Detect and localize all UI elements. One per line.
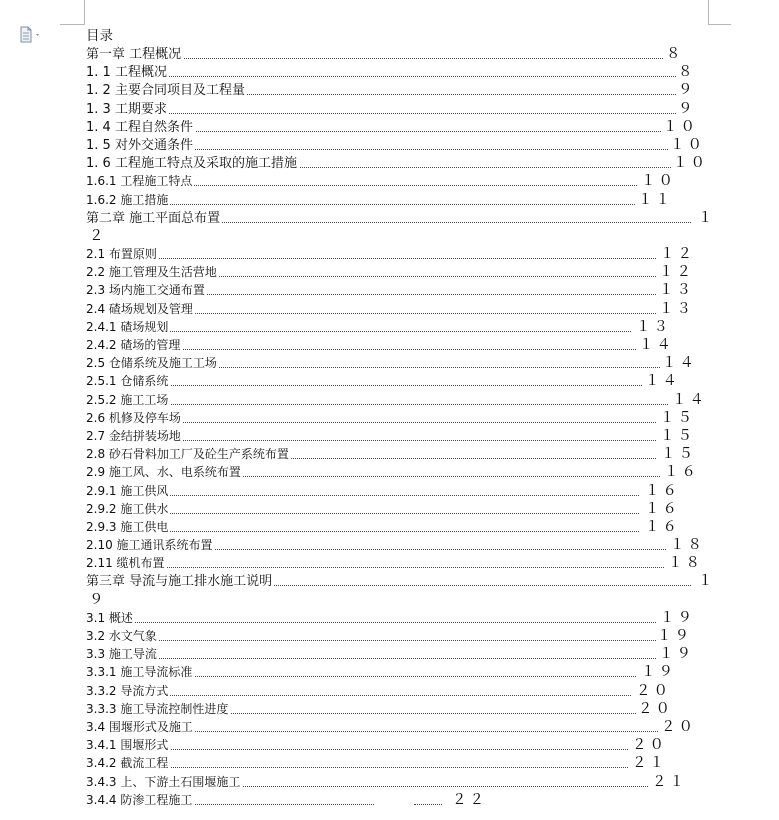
toc-leader-dots [86, 258, 656, 259]
toc-entry-label: 2.4 碴场规划及管理 [86, 301, 193, 316]
toc-entry[interactable] [86, 610, 726, 628]
toc-entry-label: 第一章 工程概况 [86, 47, 182, 62]
toc-entry-label: 2.9.2 施工供水 [86, 501, 169, 516]
toc-entry-label: 2.6 机修及停车场 [86, 410, 181, 425]
toc-entry-label: 1. 6 工程施工特点及采取的施工措施 [86, 156, 297, 172]
toc-entry-page-number: ２１ [652, 773, 687, 790]
toc-entry[interactable] [86, 519, 726, 537]
toc-entry-page-number: １６ [664, 464, 699, 481]
toc-entry[interactable] [86, 446, 726, 464]
toc-entry[interactable] [86, 628, 726, 646]
toc-entry[interactable] [86, 137, 726, 155]
toc-entry-label: 1. 5 对外交通条件 [86, 137, 193, 153]
toc-entry[interactable] [86, 155, 726, 173]
toc-entry-page-number: １４ [645, 373, 680, 390]
toc-entry-page-number: １４ [639, 337, 674, 353]
toc-entry-page-number: １６ [645, 500, 680, 517]
toc-entry[interactable] [86, 392, 726, 410]
toc-entry-label: 2.4.1 碴场规划 [86, 319, 169, 334]
toc-entry-page-number: １３ [659, 300, 694, 317]
document-icon[interactable] [18, 26, 42, 44]
toc-entry-page-continuation: ９ [89, 591, 104, 608]
toc-entry-page-number: ２２ [452, 791, 487, 808]
toc-entry-label: 3.2 水文气象 [86, 629, 157, 643]
toc-entry-label: 2.11 缆机布置 [86, 556, 165, 571]
toc-entry-page-number: １０ [663, 118, 698, 135]
toc-entry-label: 3.4 围堰形式及施工 [86, 719, 193, 734]
toc-entry-label: 2.7 金结拼装场地 [86, 428, 181, 443]
toc-entry-label: 2.5 仓储系统及施工工场 [86, 356, 217, 371]
toc-entry[interactable] [86, 264, 726, 282]
toc-entry-page-number: １５ [660, 427, 695, 444]
toc-entry[interactable] [86, 701, 726, 719]
toc-entry-page-number: ９ [678, 82, 696, 99]
toc-leader-dots [414, 804, 442, 805]
toc-leader-dots [86, 404, 668, 405]
toc-entries [86, 46, 726, 810]
toc-entry-label: 2.4.2 碴场的管理 [86, 338, 181, 352]
toc-entry[interactable] [86, 428, 726, 446]
toc-entry-page-number: １０ [673, 155, 708, 172]
toc-entry-label: 2.3 场内施工交通布置 [86, 283, 205, 298]
toc-entry-label: 3.4.1 围堰形式 [86, 738, 169, 753]
toc-entry-page-number: １１ [638, 191, 673, 208]
toc-entry-label: 3.4.4 防渗工程施工 [86, 792, 193, 807]
toc-entry-page-number: １９ [660, 609, 695, 626]
page-corner-mark-right [708, 0, 731, 25]
toc-entry-page-number: １０ [641, 173, 676, 190]
toc-entry[interactable] [86, 410, 726, 428]
toc-entry[interactable] [86, 737, 726, 755]
toc-entry-label: 1.6.2 施工措施 [86, 192, 169, 207]
toc-entry[interactable] [86, 64, 726, 82]
toc-entry[interactable] [86, 683, 726, 701]
toc-entry-label: 3.3.1 施工导流标准 [86, 665, 193, 680]
toc-entry-page-number: １ [698, 209, 716, 226]
toc-entry[interactable] [86, 119, 726, 137]
toc-entry-page-number: ８ [666, 46, 684, 62]
toc-entry[interactable] [86, 483, 726, 501]
toc-entry[interactable] [86, 301, 726, 319]
toc-entry-label: 3.3.2 导流方式 [86, 683, 169, 698]
toc-entry[interactable] [86, 501, 726, 519]
toc-entry-label: 2.2 施工管理及生活营地 [86, 265, 217, 280]
table-of-contents [86, 27, 726, 810]
toc-entry-label: 3.4.3 上、下游土石围堰施工 [86, 774, 241, 789]
toc-entry[interactable] [86, 646, 726, 664]
toc-entry[interactable] [86, 792, 726, 810]
toc-entry[interactable] [86, 537, 726, 555]
toc-entry-label: 1. 4 工程自然条件 [86, 119, 193, 135]
toc-entry[interactable] [86, 82, 726, 100]
toc-entry-page-number: １ [698, 573, 716, 590]
toc-entry-page-number: １２ [659, 264, 694, 281]
toc-entry-page-number: １９ [659, 646, 694, 663]
toc-entry-label: 3.1 概述 [86, 610, 133, 625]
toc-entry-label: 2.5.1 仓储系统 [86, 374, 169, 389]
toc-entry-label: 3.3.3 施工导流控制性进度 [86, 701, 229, 716]
toc-leader-dots [86, 658, 656, 659]
toc-entry[interactable] [86, 192, 726, 210]
toc-entry-page-number: １５ [661, 446, 696, 463]
toc-entry-page-number: ９ [678, 100, 696, 117]
toc-entry-label: 1. 2 主要合同项目及工程量 [86, 83, 245, 99]
page-corner-mark-left [60, 0, 85, 25]
toc-entry-label: 2.9.1 施工供风 [86, 483, 169, 498]
toc-title: 目录 [86, 28, 113, 44]
toc-leader-dots [86, 76, 676, 77]
toc-entry[interactable] [86, 246, 726, 264]
toc-entry[interactable] [86, 573, 726, 591]
toc-entry[interactable] [86, 319, 726, 337]
toc-entry-label: 2.5.2 施工工场 [86, 392, 169, 407]
toc-entry-label: 2.8 砂石骨料加工厂及砼生产系统布置 [86, 447, 289, 462]
toc-entry-page-number: １６ [645, 482, 680, 499]
toc-entry[interactable] [86, 555, 726, 573]
toc-entry-label: 2.10 施工通讯系统布置 [86, 538, 213, 553]
toc-entry-page-number: ２０ [636, 682, 671, 699]
toc-entry-label: 1.6.1 工程施工特点 [86, 174, 193, 189]
toc-entry[interactable] [86, 337, 726, 355]
toc-entry-label: 3.4.2 截流工程 [86, 756, 169, 771]
toc-entry[interactable] [86, 464, 726, 482]
toc-entry-label: 1. 3 工期要求 [86, 101, 167, 117]
toc-entry[interactable] [86, 173, 726, 191]
toc-leader-dots [86, 567, 664, 568]
toc-entry-page-continuation: ２ [89, 227, 104, 244]
toc-entry-page-number: １３ [636, 318, 671, 335]
toc-entry-page-number: １６ [645, 518, 680, 535]
toc-entry-page-number: １４ [672, 391, 707, 408]
toc-entry-page-number: ２１ [632, 755, 667, 772]
toc-entry[interactable] [86, 719, 726, 737]
toc-entry-page-number: １３ [659, 282, 694, 299]
toc-entry-label: 第二章 施工平面总布置 [86, 210, 221, 226]
toc-entry[interactable] [86, 755, 726, 773]
toc-leader-dots [86, 113, 676, 114]
toc-entry[interactable] [86, 664, 726, 682]
toc-entry-label: 2.9.3 施工供电 [86, 519, 169, 534]
toc-entry-label: 2.9 施工风、水、电系统布置 [86, 465, 241, 480]
toc-entry[interactable] [86, 101, 726, 119]
toc-entry-page-number: １０ [670, 136, 705, 153]
toc-entry[interactable] [86, 210, 726, 228]
toc-entry-page-number: ２０ [638, 700, 673, 717]
toc-entry-page-number: ２０ [632, 737, 667, 754]
toc-entry-page-number: ８ [678, 64, 696, 81]
toc-leader-dots [86, 640, 656, 641]
toc-entry-page-number: １９ [657, 628, 692, 644]
toc-entry-page-number: ２０ [661, 718, 696, 735]
toc-entry-page-number: １９ [641, 664, 676, 681]
toc-leader-dots [86, 622, 656, 623]
toc-entry-page-number: １５ [660, 409, 695, 426]
toc-entry[interactable] [86, 373, 726, 391]
toc-entry[interactable] [86, 774, 726, 792]
toc-entry-label: 3.3 施工导流 [86, 647, 157, 662]
toc-entry-page-number: １８ [668, 555, 703, 572]
toc-entry-page-number: １２ [660, 246, 695, 263]
toc-entry[interactable] [86, 282, 726, 300]
toc-entry-page-number: １４ [662, 355, 697, 372]
toc-entry-label: 2.1 布置原则 [86, 247, 157, 262]
toc-entry[interactable] [86, 46, 726, 64]
toc-entry-label: 第三章 导流与施工排水施工说明 [86, 574, 273, 590]
toc-entry-page-number: １８ [670, 537, 705, 554]
toc-entry[interactable] [86, 355, 726, 373]
toc-entry-label: 1. 1 工程概况 [86, 65, 167, 81]
